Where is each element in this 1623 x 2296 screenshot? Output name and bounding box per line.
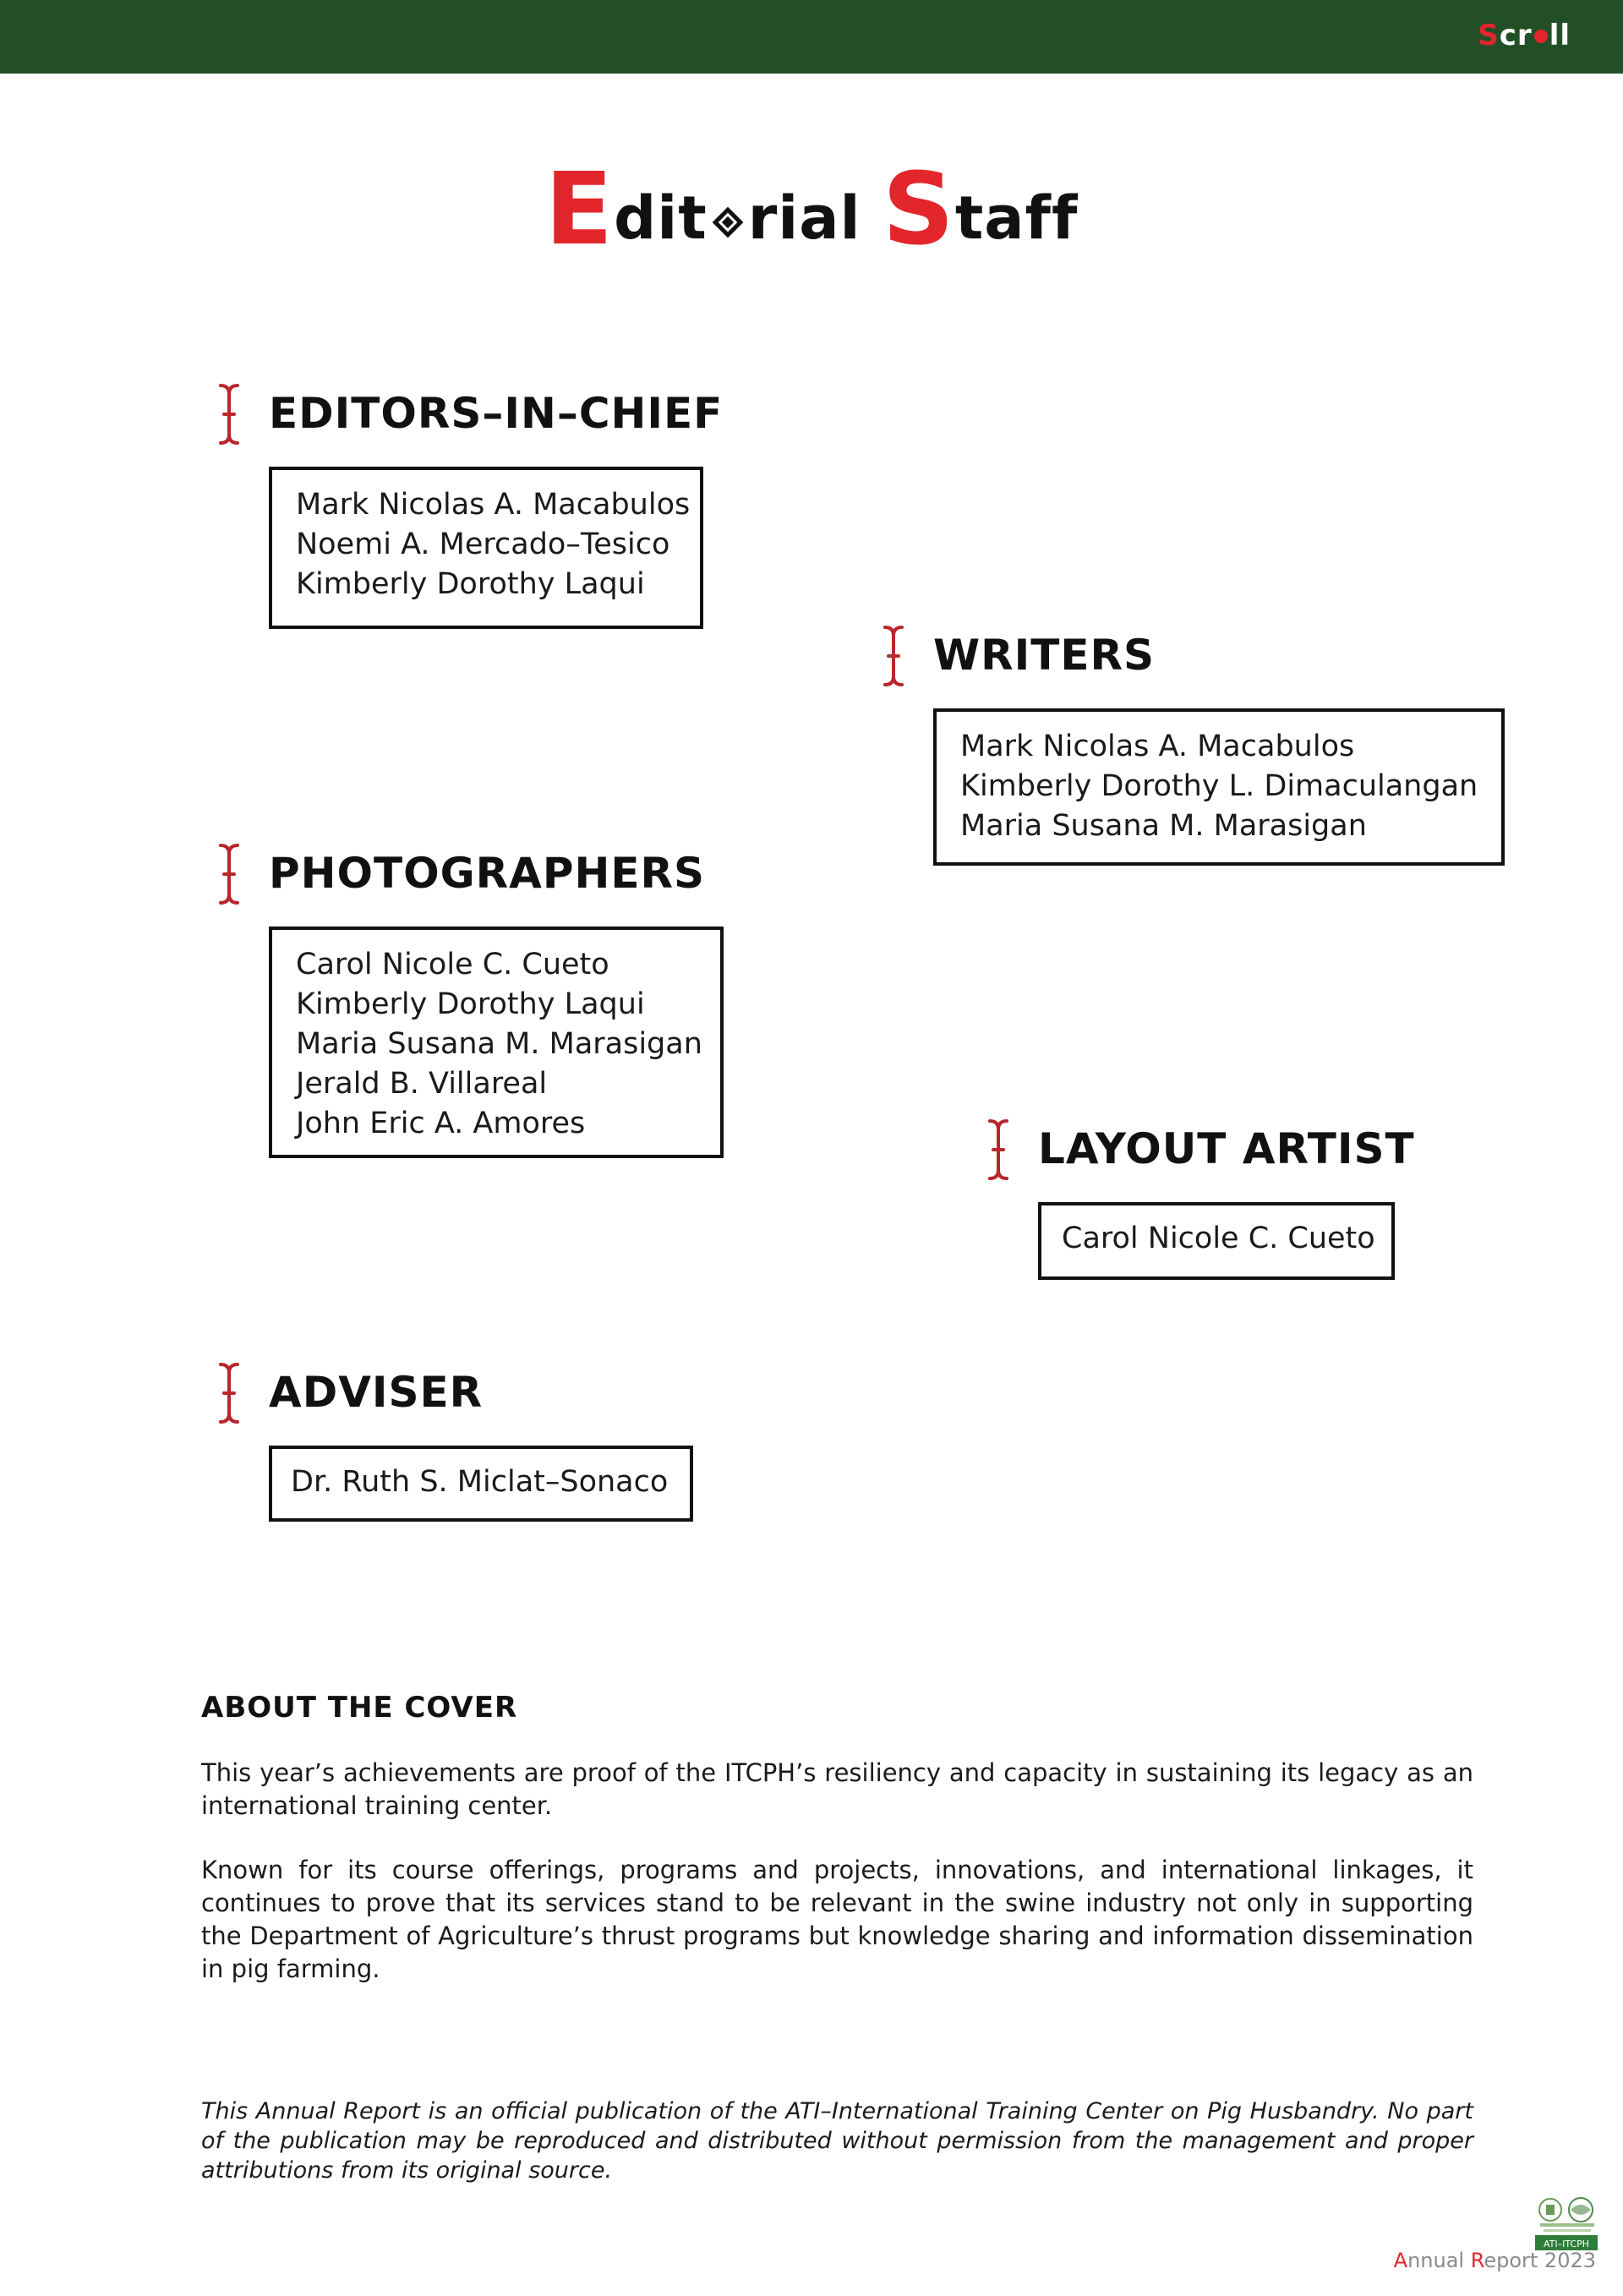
section-title: ADVISER bbox=[269, 1368, 484, 1417]
about-title: ABOUT THE COVER bbox=[201, 1691, 518, 1725]
section-title: WRITERS bbox=[933, 631, 1156, 680]
staff-name: Noemi A. Mercado–Tesico bbox=[296, 528, 670, 561]
staff-name: Dr. Ruth S. Miclat–Sonaco bbox=[291, 1465, 669, 1499]
header-bar bbox=[0, 0, 1623, 74]
brand-text-cr: cr bbox=[1499, 19, 1533, 52]
about-the-cover bbox=[201, 1691, 1473, 2017]
about-paragraph: Known for its course offerings, programs and projects, innovations, and international linkages, it continues to prove that its services stand to be relevant in the swine industry not only in supporting the Department of Agriculture’s thrust programs but knowledge sharing and information dissemination in pig farming. bbox=[201, 1856, 1473, 1983]
page-footer bbox=[1394, 2249, 1596, 2272]
footer-text-nnual: nnual bbox=[1407, 2249, 1471, 2272]
names-box bbox=[269, 927, 724, 1158]
title-part-rial: rial bbox=[747, 183, 861, 253]
staff-name: Kimberly Dorothy L. Dimaculangan bbox=[960, 769, 1478, 803]
bracket-icon bbox=[216, 382, 242, 446]
bracket-icon bbox=[216, 842, 242, 906]
staff-name: Maria Susana M. Marasigan bbox=[960, 809, 1367, 843]
names-box bbox=[269, 1446, 693, 1522]
staff-name: Kimberly Dorothy Laqui bbox=[296, 987, 645, 1021]
bracket-icon bbox=[986, 1118, 1011, 1182]
title-part-taff: taff bbox=[954, 183, 1079, 253]
staff-name: Mark Nicolas A. Macabulos bbox=[296, 488, 691, 522]
staff-name: Maria Susana M. Marasigan bbox=[296, 1027, 702, 1061]
bracket-icon bbox=[881, 624, 906, 688]
staff-name: Carol Nicole C. Cueto bbox=[296, 948, 609, 981]
staff-name: Mark Nicolas A. Macabulos bbox=[960, 730, 1355, 763]
section-title: PHOTOGRAPHERS bbox=[269, 849, 706, 898]
brand-letter-s: S bbox=[1478, 19, 1500, 52]
scroll-logo bbox=[1478, 19, 1571, 52]
section-title: LAYOUT ARTIST bbox=[1038, 1124, 1415, 1173]
page-title bbox=[0, 150, 1623, 267]
footer-letter-r: R bbox=[1470, 2249, 1484, 2272]
names-box bbox=[269, 467, 703, 629]
diamond-o-icon bbox=[709, 204, 746, 241]
logo-label: ATI–ITCPH bbox=[1543, 2239, 1590, 2250]
partner-logos bbox=[1533, 2196, 1599, 2252]
staff-name: Jerald B. Villareal bbox=[296, 1067, 548, 1101]
staff-name: Kimberly Dorothy Laqui bbox=[296, 567, 645, 601]
names-box bbox=[1038, 1202, 1395, 1280]
brand-text-ll: ll bbox=[1549, 19, 1571, 52]
title-cap-s: S bbox=[882, 150, 955, 267]
bracket-icon bbox=[216, 1361, 242, 1425]
section-title: EDITORS–IN–CHIEF bbox=[269, 389, 724, 438]
title-part-dit: dit bbox=[614, 183, 708, 253]
names-box bbox=[933, 708, 1505, 866]
footer-text-eport: eport 2023 bbox=[1484, 2249, 1596, 2272]
staff-name: John Eric A. Amores bbox=[296, 1107, 586, 1140]
staff-name: Carol Nicole C. Cueto bbox=[1062, 1222, 1375, 1255]
about-paragraph: This year’s achievements are proof of the ITCPH’s resiliency and capacity in sustaining its legacy as an international training center. bbox=[201, 1758, 1473, 1820]
title-cap-e: E bbox=[544, 150, 615, 267]
disclaimer-text: This Annual Report is an official publication of the ATI–International Training Center on Pig Husbandry. No part of the publication may be reproduced and distributed without permission from the management and proper attributions from its original source. bbox=[201, 2098, 1473, 2184]
footer-letter-a: A bbox=[1393, 2249, 1408, 2272]
ati-itcph-logo-icon bbox=[1533, 2196, 1599, 2252]
brand-dot-icon bbox=[1534, 30, 1548, 43]
